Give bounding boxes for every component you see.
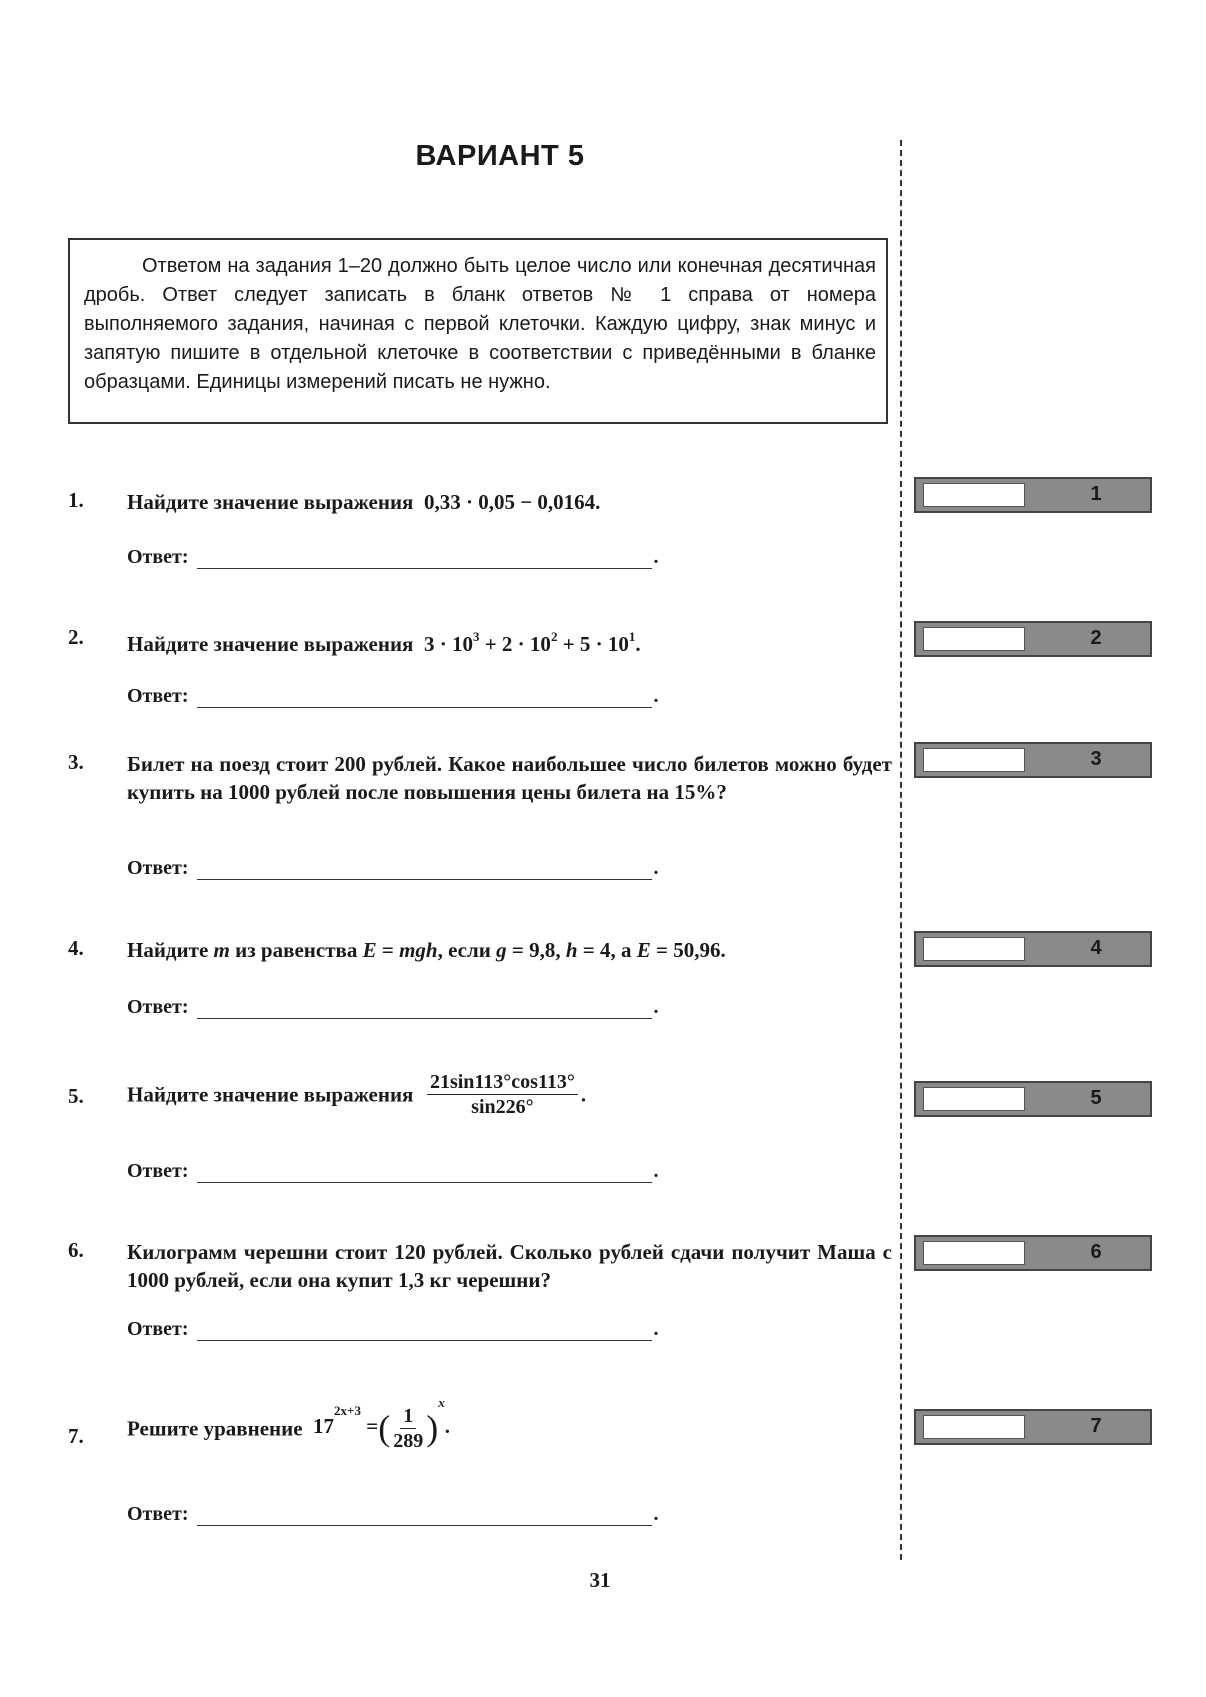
task-number: 5.: [68, 1084, 84, 1108]
task-number: 6.: [68, 1238, 84, 1262]
task-text: Найдите значение выражения 0,33 · 0,05 − 0,0164.: [127, 490, 601, 514]
answer-blank[interactable]: [197, 548, 652, 569]
answer-label: Ответ:: [127, 1160, 189, 1182]
task-expression: 0,33 · 0,05 − 0,0164.: [423, 490, 601, 514]
answer-line[interactable]: Ответ: .: [127, 1318, 659, 1340]
answer-label: Ответ:: [127, 685, 189, 707]
cut-line: [900, 140, 902, 1560]
answer-cell[interactable]: [923, 937, 1025, 961]
task-expression: $3 \cdot 10^3 + 2 \cdot 10^2 + 5 \cdot 10^1$.: [423, 629, 641, 656]
answer-label: Ответ:: [127, 857, 189, 879]
answer-line[interactable]: Ответ: .: [127, 685, 659, 707]
task-text: Билет на поезд стоит 200 рублей. Какое наибольшее число билетов можно будет купить на 1000 рублей после повышения цены билета на 15%?: [127, 752, 892, 804]
answer-box-1[interactable]: 1: [914, 477, 1152, 513]
answer-cell[interactable]: [923, 748, 1025, 772]
task-text: Найдите m из равенства E = mgh, если g = 9,8, h = 4, а E = 50,96.: [127, 938, 726, 962]
answer-label: Ответ:: [127, 1503, 189, 1525]
answer-line[interactable]: Ответ: .: [127, 546, 659, 568]
answer-label: Ответ:: [127, 1318, 189, 1340]
answer-label: Ответ:: [127, 996, 189, 1018]
answer-box-4[interactable]: 4: [914, 931, 1152, 967]
variant-title: ВАРИАНТ 5: [415, 140, 585, 172]
task-text: Найдите значение выражения $3 \cdot 10^3 + 2 \cdot 10^2 + 5 \cdot 10^1$.: [127, 629, 641, 656]
task-number: 1.: [68, 488, 84, 512]
answer-cell[interactable]: [923, 1415, 1025, 1439]
answer-cell[interactable]: [923, 627, 1025, 651]
answer-box-6[interactable]: 6: [914, 1235, 1152, 1271]
answer-blank[interactable]: [197, 1320, 652, 1341]
answer-box-2[interactable]: 2: [914, 621, 1152, 657]
answer-cell[interactable]: [923, 483, 1025, 507]
task-number: 2.: [68, 625, 84, 649]
equation: $17^{2x+3}$ =( $\frac{1}{289}$ )$^x$.: [313, 1395, 450, 1452]
answer-cell[interactable]: [923, 1241, 1025, 1265]
answer-cell[interactable]: [923, 1087, 1025, 1111]
task-text: Решите уравнение $17^{2x+3}$ =( $\frac{1}{289}$ )$^x$.: [127, 1395, 450, 1452]
answer-blank[interactable]: [197, 998, 652, 1019]
answer-box-5[interactable]: 5: [914, 1081, 1152, 1117]
task-number: 4.: [68, 936, 84, 960]
task-text: Найдите значение выражения $\frac{21\sin 113^\circ\cos 113^\circ}{\sin 226^\circ}$ .: [127, 1071, 587, 1118]
task-number: 7.: [68, 1424, 84, 1448]
fraction: $\frac{21\sin 113^\circ\cos 113^\circ}{\sin 226^\circ}$: [427, 1070, 578, 1119]
answer-label: Ответ:: [127, 546, 189, 568]
answer-box-3[interactable]: 3: [914, 742, 1152, 778]
answer-blank[interactable]: [197, 1505, 652, 1526]
page-number: 31: [589, 1568, 611, 1592]
task-text: Килограмм черешни стоит 120 рублей. Сколько рублей сдачи получит Маша с 1000 рублей, если она купит 1,3 кг черешни?: [127, 1240, 892, 1292]
answer-blank[interactable]: [197, 859, 652, 880]
answer-line[interactable]: Ответ: .: [127, 857, 659, 879]
answer-line[interactable]: Ответ: .: [127, 996, 659, 1018]
answer-blank[interactable]: [197, 1162, 652, 1183]
instructions-box: Ответом на задания 1–20 должно быть целое число или конечная десятичная дробь. Ответ следует записать в бланк ответов № 1 справа от номера выполняемого задания, начиная с первой клеточки. Каждую цифру, знак минус и запятую пишите в отдельной клеточке в соответствии с приведёнными в бланке образцами. Единицы измерений писать не нужно.: [68, 238, 888, 424]
answer-line[interactable]: Ответ: .: [127, 1160, 659, 1182]
task-number: 3.: [68, 750, 84, 774]
answer-blank[interactable]: [197, 687, 652, 708]
answer-box-7[interactable]: 7: [914, 1409, 1152, 1445]
answer-line[interactable]: Ответ: .: [127, 1503, 659, 1525]
